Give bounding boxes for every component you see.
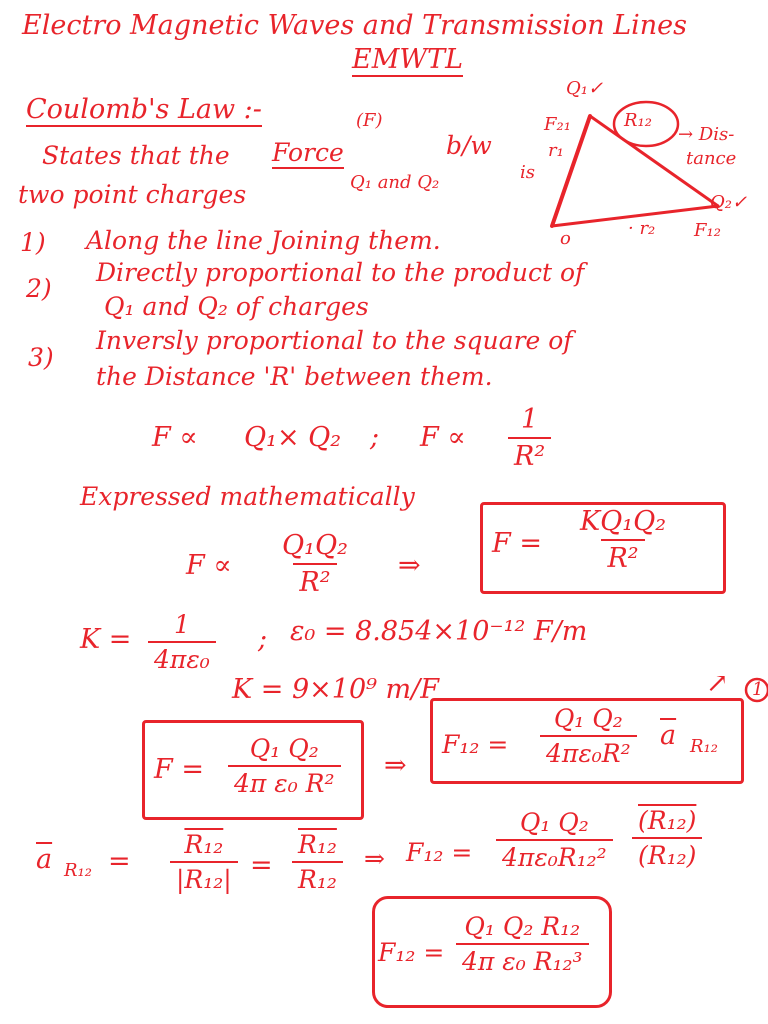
r1-label: r₁: [548, 140, 564, 161]
unit-vector-lhs: $\overline{a}$: [36, 844, 53, 875]
unit-vector-f12: F₁₂ =: [406, 838, 473, 867]
prop2-denominator: R²: [293, 563, 336, 596]
statement-line1a: States that the: [42, 141, 230, 170]
page-subtitle: EMWTL: [352, 44, 464, 75]
k-def-lhs: K =: [80, 624, 132, 655]
prop1-left-rhs: Q₁× Q₂: [244, 422, 342, 453]
q2-label: Q₂✓: [710, 192, 748, 213]
f21-label: F₂₁: [544, 114, 571, 135]
unit-vector-eq: =: [108, 846, 131, 877]
unit-vector-f2-numerator: R₁₂: [298, 830, 337, 859]
box1-denominator: R²: [601, 539, 644, 572]
point-1-number: 1): [20, 228, 46, 257]
box1-fraction: [574, 508, 672, 572]
prop1-right-denominator: R²: [508, 437, 551, 470]
force-symbol: (F): [356, 110, 383, 131]
prop2-lhs: F ∝: [186, 550, 232, 581]
prop2-arrow: ⇒: [398, 550, 421, 581]
distance-label-2: tance: [686, 148, 737, 169]
box3-unit-vector-sub: R₁₂: [690, 736, 718, 757]
q1-label: Q₁✓: [566, 78, 604, 99]
point-3-text: Inversly proportional to the square of: [96, 326, 573, 355]
k-def-denominator: 4πε₀: [148, 641, 216, 672]
box2-box3-arrow: ⇒: [384, 750, 407, 781]
k-value: K = 9×10⁹ m/F: [232, 674, 439, 705]
unit-vector-f4-denominator: (R₁₂): [632, 837, 702, 868]
origin-label: o: [560, 228, 571, 249]
prop1-separator: ;: [370, 422, 380, 453]
prop1-right-fraction: [508, 406, 551, 470]
marker-number: 1: [752, 679, 764, 700]
box2-lhs: F =: [154, 754, 204, 785]
prop2-fraction: [276, 532, 354, 596]
unit-vector-arrow: ⇒: [364, 844, 385, 873]
prop1-right-lhs: F ∝: [420, 422, 466, 453]
r12-label: R₁₂: [624, 110, 652, 131]
point-1-text: Along the line Joining them.: [86, 226, 441, 255]
prop2-numerator: Q₁Q₂: [282, 530, 348, 561]
box1-lhs: F =: [492, 528, 542, 559]
f12-label: F₁₂: [694, 220, 721, 241]
r2-label: · r₂: [628, 218, 656, 239]
k-def-numerator: 1: [173, 610, 190, 639]
box3-fraction: [540, 706, 637, 766]
box4-numerator: Q₁ Q₂ R₁₂: [464, 912, 581, 941]
page-title: Electro Magnetic Waves and Transmission Lines: [22, 10, 688, 41]
force-word: Force: [272, 138, 344, 167]
box2-numerator: Q₁ Q₂: [249, 734, 319, 763]
box4-fraction: [456, 914, 589, 974]
box4-lhs: F₁₂ =: [378, 938, 445, 967]
unit-vector-f1-numerator: R₁₂: [184, 830, 224, 859]
expressed-text: Expressed mathematically: [80, 482, 415, 511]
prop1-left-lhs: F ∝: [152, 422, 198, 453]
unit-vector-f3-denominator: 4πε₀R₁₂²: [496, 839, 613, 870]
point-3-continuation: the Distance 'R' between them.: [96, 362, 493, 391]
unit-vector-f4-numerator: (R₁₂): [638, 806, 697, 835]
statement-line2a: two point charges: [18, 180, 247, 209]
statement-line2b: Q₁ and Q₂: [350, 172, 440, 193]
unit-vector-lhs-sub: R₁₂: [64, 860, 92, 881]
unit-vector-eq2: =: [250, 850, 273, 881]
box3-numerator: Q₁ Q₂: [553, 704, 623, 733]
box3-lhs: F₁₂ =: [442, 730, 509, 759]
section-heading: Coulomb's Law :-: [26, 94, 262, 125]
unit-vector-fraction-1: [170, 832, 238, 892]
box1-numerator: KQ₁Q₂: [580, 506, 667, 537]
point-2-number: 2): [26, 274, 52, 303]
unit-vector-fraction-2: [292, 832, 343, 892]
k-def-separator: ;: [258, 624, 268, 655]
box3-denominator: 4πε₀R²: [540, 735, 637, 766]
point-2-continuation: Q₁ and Q₂ of charges: [104, 292, 369, 321]
prop1-right-numerator: 1: [520, 404, 539, 435]
unit-vector-fraction-4: [632, 808, 702, 868]
k-def-fraction: [148, 612, 216, 672]
unit-vector-fraction-3: [496, 810, 613, 870]
box2-denominator: 4π ε₀ R²: [228, 765, 341, 796]
marker-arrow: ↗: [706, 668, 729, 699]
box2-fraction: [228, 736, 341, 796]
point-2-text: Directly proportional to the product of: [96, 258, 585, 287]
box4-denominator: 4π ε₀ R₁₂³: [456, 943, 589, 974]
statement-is: is: [520, 162, 535, 183]
box3-unit-vector: $\overline{a}$: [660, 720, 677, 751]
epsilon-zero-definition: ε₀ = 8.854×10⁻¹² F/m: [290, 616, 588, 647]
point-3-number: 3): [28, 343, 54, 372]
unit-vector-f2-denominator: R₁₂: [292, 861, 343, 892]
statement-line1b: b/w: [446, 131, 492, 160]
unit-vector-f1-denominator: |R₁₂|: [170, 861, 238, 892]
distance-label-1: → Dis-: [678, 124, 735, 145]
unit-vector-f3-numerator: Q₁ Q₂: [519, 808, 589, 837]
